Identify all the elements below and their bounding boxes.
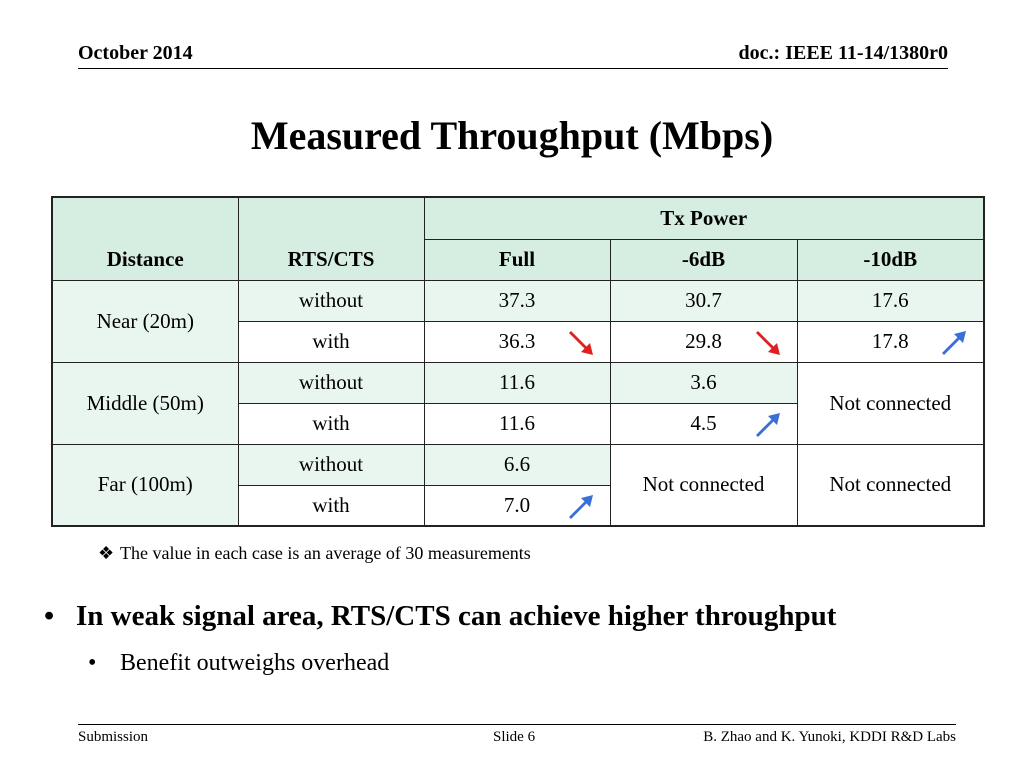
- cell-far-without-full: 6.6: [424, 444, 610, 485]
- header-divider: [78, 68, 948, 69]
- footer-authors: B. Zhao and K. Yunoki, KDDI R&D Labs: [703, 729, 956, 745]
- row-label-far: Far (100m): [52, 444, 238, 526]
- cell-near-without-6db: 30.7: [610, 280, 797, 321]
- cell-near-with-6db: 29.8: [610, 321, 797, 362]
- bullet-sub: [88, 650, 389, 677]
- arrow-up-icon: [939, 328, 969, 358]
- bullet-sub-text: Benefit outweighs overhead: [120, 650, 390, 676]
- header-doc-id: doc.: IEEE 11-14/1380r0: [738, 42, 948, 64]
- row-label-middle: Middle (50m): [52, 362, 238, 444]
- header-6db: -6dB: [610, 239, 797, 280]
- cell-near-without-full: 37.3: [424, 280, 610, 321]
- arrow-up-icon: [566, 492, 596, 522]
- rts-near-with: with: [238, 321, 424, 362]
- cell-middle-with-full: 11.6: [424, 403, 610, 444]
- row-label-near: Near (20m): [52, 280, 238, 362]
- rts-middle-with: with: [238, 403, 424, 444]
- rts-middle-without: without: [238, 362, 424, 403]
- cell-near-with-10db: 17.8: [797, 321, 984, 362]
- cell-middle-without-full: 11.6: [424, 362, 610, 403]
- footer-submission: Submission: [78, 729, 149, 745]
- bullet-main-text: In weak signal area, RTS/CTS can achieve higher throughput: [76, 600, 837, 632]
- rts-near-without: without: [238, 280, 424, 321]
- bullet-dot-icon: •: [88, 650, 97, 676]
- footer-divider: [78, 724, 956, 725]
- header-tx-power: Tx Power: [424, 197, 984, 239]
- cell-near-with-full: 36.3: [424, 321, 610, 362]
- cell-far-with-full: 7.0: [424, 485, 610, 526]
- throughput-table: [51, 196, 985, 527]
- cell-middle-with-6db: 4.5: [610, 403, 797, 444]
- rts-far-with: with: [238, 485, 424, 526]
- cell-middle-without-6db: 3.6: [610, 362, 797, 403]
- slide-title: Measured Throughput (Mbps): [250, 113, 774, 158]
- header-date: October 2014: [78, 42, 193, 64]
- cell-far-6db: Not connected: [610, 444, 797, 526]
- footer-slide-number: Slide 6: [493, 729, 536, 745]
- header-distance: Distance: [52, 197, 238, 280]
- cell-far-10db: Not connected: [797, 444, 984, 526]
- header-10db: -10dB: [797, 239, 984, 280]
- bullet-main: [44, 600, 836, 633]
- cell-middle-10db: Not connected: [797, 362, 984, 444]
- header-rts-cts: RTS/CTS: [238, 197, 424, 280]
- header-full: Full: [424, 239, 610, 280]
- footnote-text: The value in each case is an average of 30 measurements: [120, 543, 531, 563]
- arrow-down-icon: [753, 328, 783, 358]
- diamond-bullet-icon: ❖: [98, 543, 115, 563]
- table-footnote: [98, 543, 531, 564]
- arrow-down-icon: [566, 328, 596, 358]
- bullet-dot-icon: •: [44, 600, 55, 632]
- cell-near-without-10db: 17.6: [797, 280, 984, 321]
- rts-far-without: without: [238, 444, 424, 485]
- arrow-up-icon: [753, 410, 783, 440]
